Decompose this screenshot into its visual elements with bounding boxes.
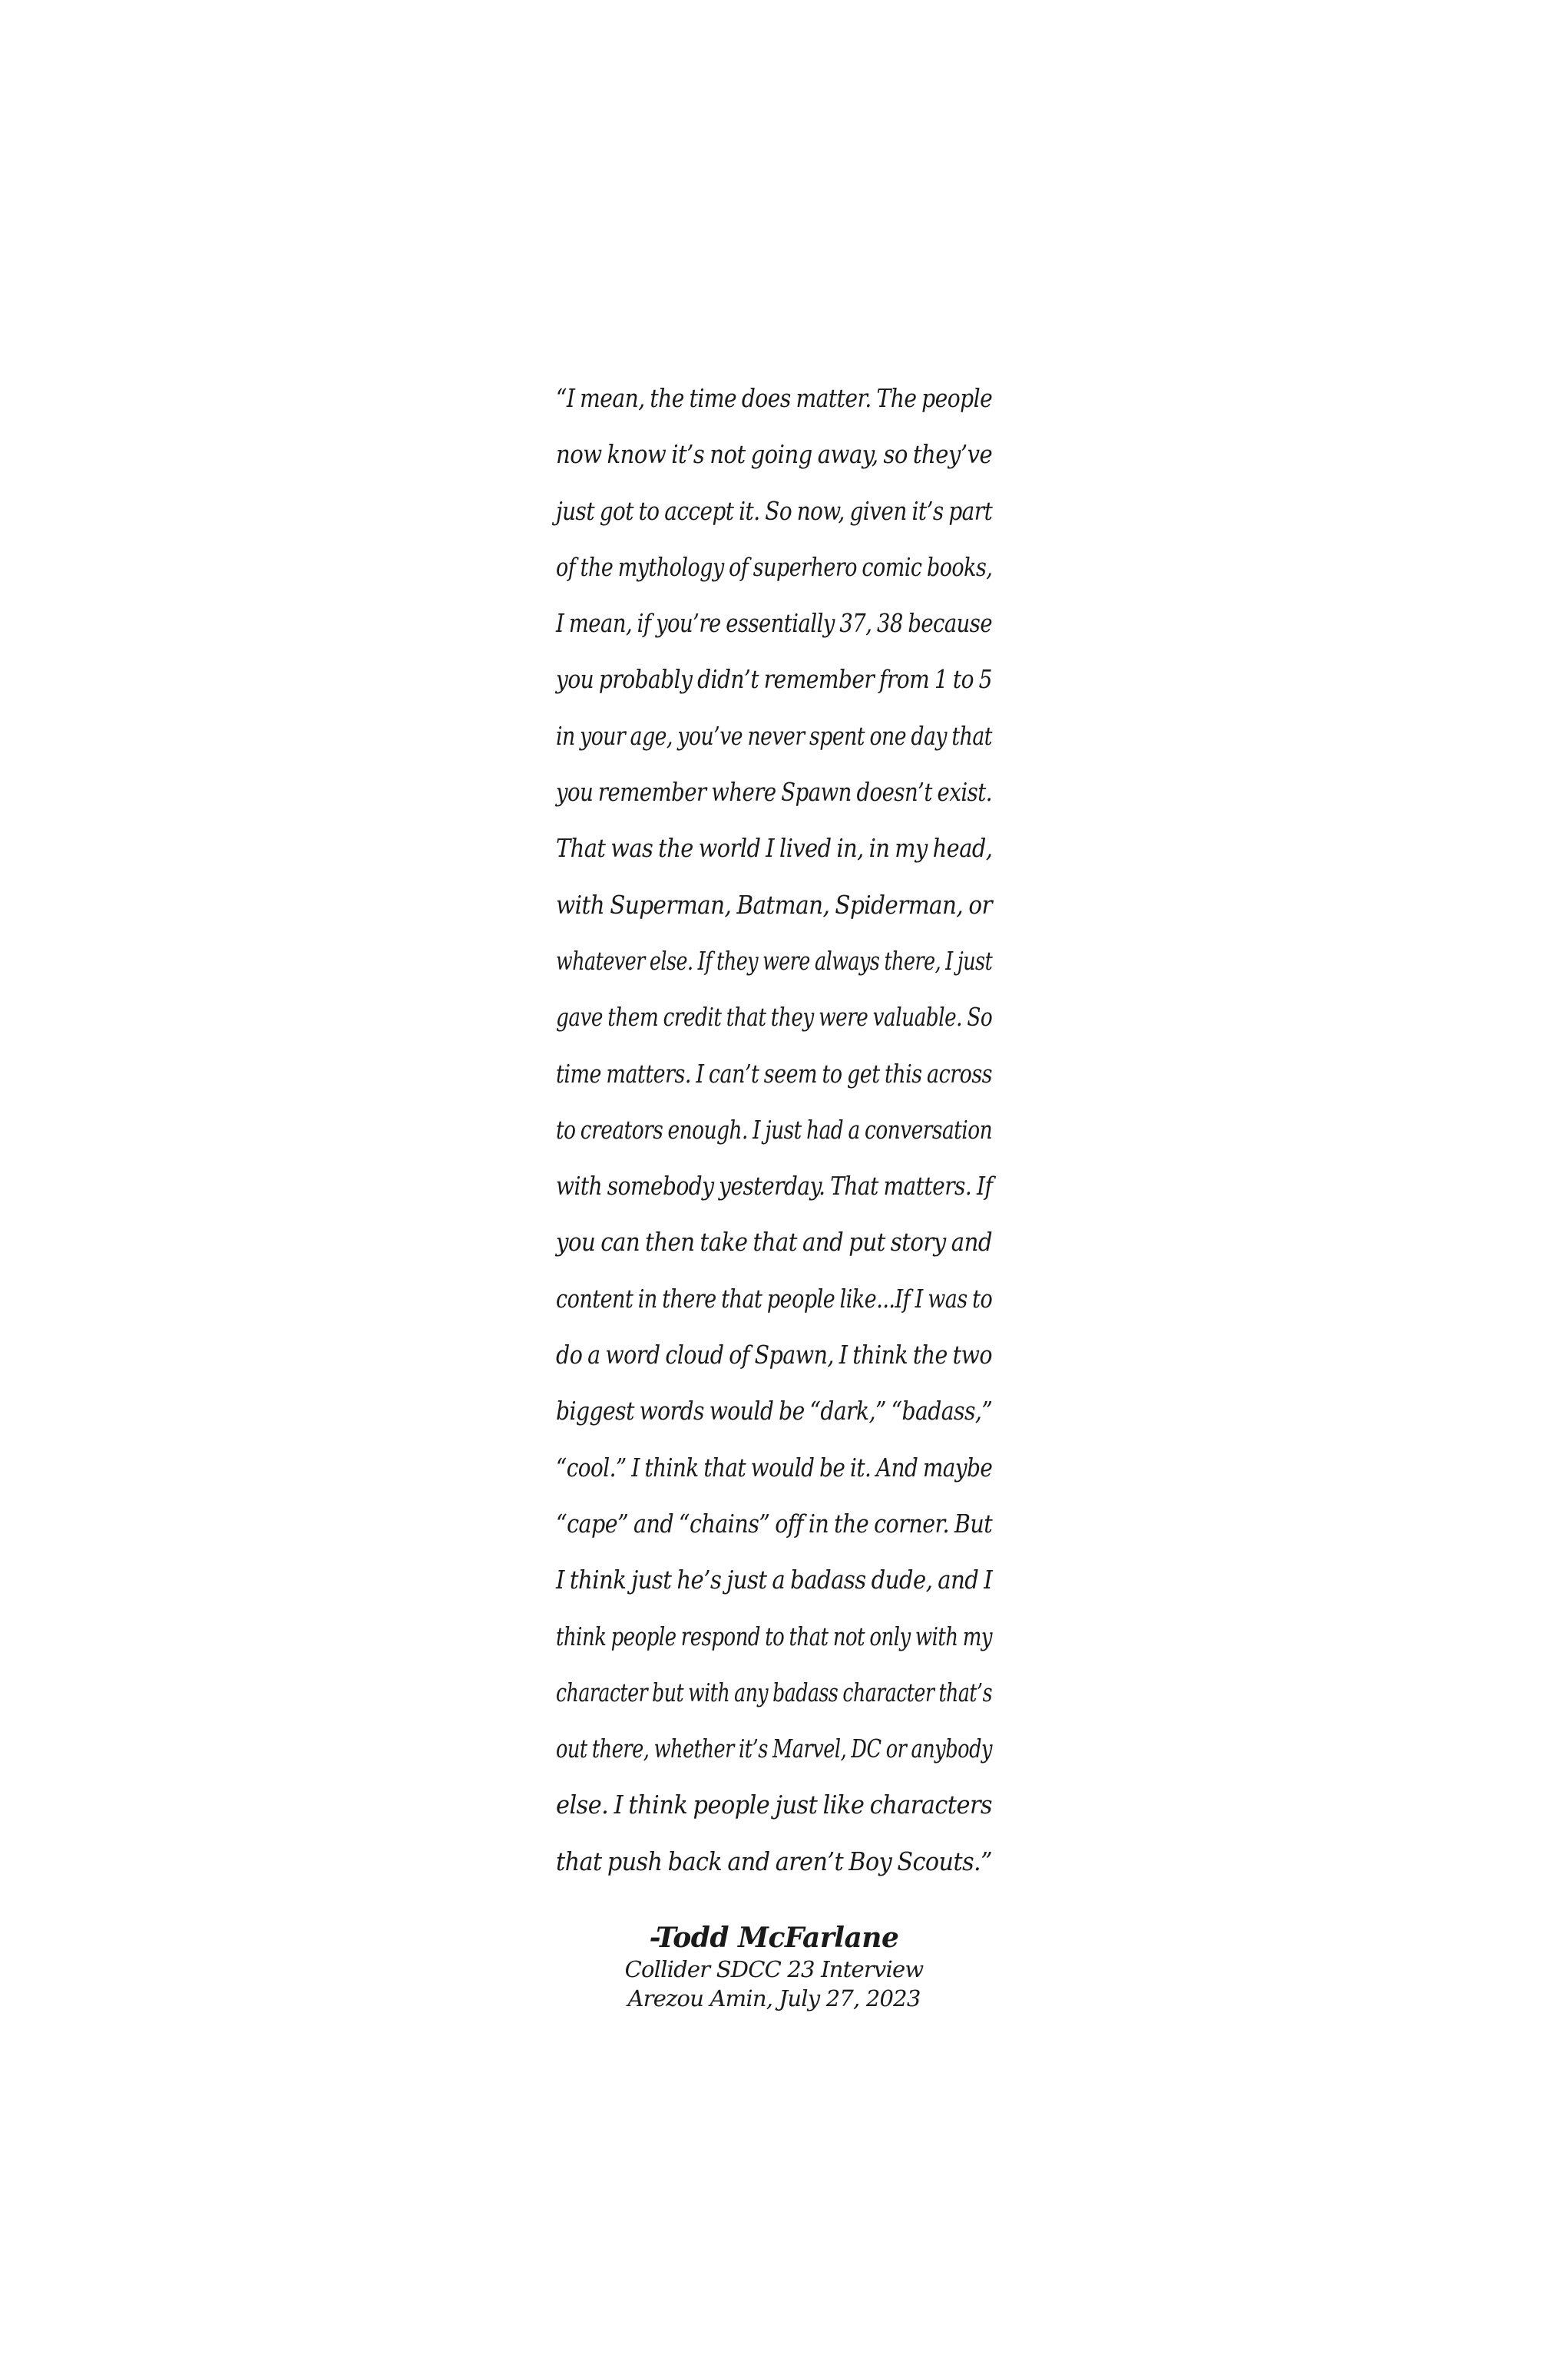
quote-line: “cape” and “chains” off in the corner. But <box>556 1508 993 1539</box>
quote-line: gave them credit that they were valuable. So <box>556 1002 993 1033</box>
quote-line: “cool.” I think that would be it. And maybe <box>556 1452 993 1483</box>
quote-line: to creators enough. I just had a conversation <box>556 1114 993 1145</box>
quote-line: just got to accept it. So now, given it’s part <box>556 495 993 526</box>
quote-line: of the mythology of superhero comic books, <box>556 551 993 582</box>
quote-line: whatever else. If they were always there, I just <box>556 945 993 976</box>
quote-line: out there, whether it’s Marvel, DC or anybody <box>556 1734 992 1764</box>
quote-line: character but with any badass character that’s <box>556 1677 993 1707</box>
attribution-author: -Todd McFarlane <box>649 1922 899 1954</box>
quote-line: with somebody yesterday. That matters. If <box>556 1171 993 1202</box>
attribution <box>556 1921 992 2013</box>
quote-line: “I mean, the time does matter. The people <box>556 383 993 413</box>
quote-line: in your age, you’ve never spent one day that <box>556 720 992 751</box>
quote-line: do a word cloud of Spawn, I think the two <box>556 1340 993 1370</box>
quote-line: I think just he’s just a badass dude, and I <box>556 1565 993 1595</box>
quote-line: you can then take that and put story and <box>556 1227 992 1258</box>
quote-block <box>556 370 992 1889</box>
quote-line: content in there that people like...If I was to <box>556 1283 993 1314</box>
quote-line: that push back and aren’t Boy Scouts.” <box>556 1846 992 1876</box>
quote-line: else. I think people just like characters <box>556 1790 992 1820</box>
quote-line: I mean, if you’re essentially 37, 38 because <box>556 608 993 639</box>
quote-line: you probably didn’t remember from 1 to 5 <box>556 664 993 695</box>
quote-line: think people respond to that not only with my <box>556 1621 993 1651</box>
quote-line: That was the world I lived in, in my head, <box>556 833 993 864</box>
quote-line: with Superman, Batman, Spiderman, or <box>556 889 992 920</box>
quote-line: now know it’s not going away, so they’ve <box>556 439 993 470</box>
quote-line: you remember where Spawn doesn’t exist. <box>556 777 992 808</box>
quote-line: biggest words would be “dark,” “badass,” <box>556 1396 993 1426</box>
attribution-source: Collider SDCC 23 Interview <box>624 1956 924 1982</box>
quote-line: time matters. I can’t seem to get this across <box>556 1058 992 1089</box>
attribution-date: Arezou Amin, July 27, 2023 <box>627 1985 921 2011</box>
